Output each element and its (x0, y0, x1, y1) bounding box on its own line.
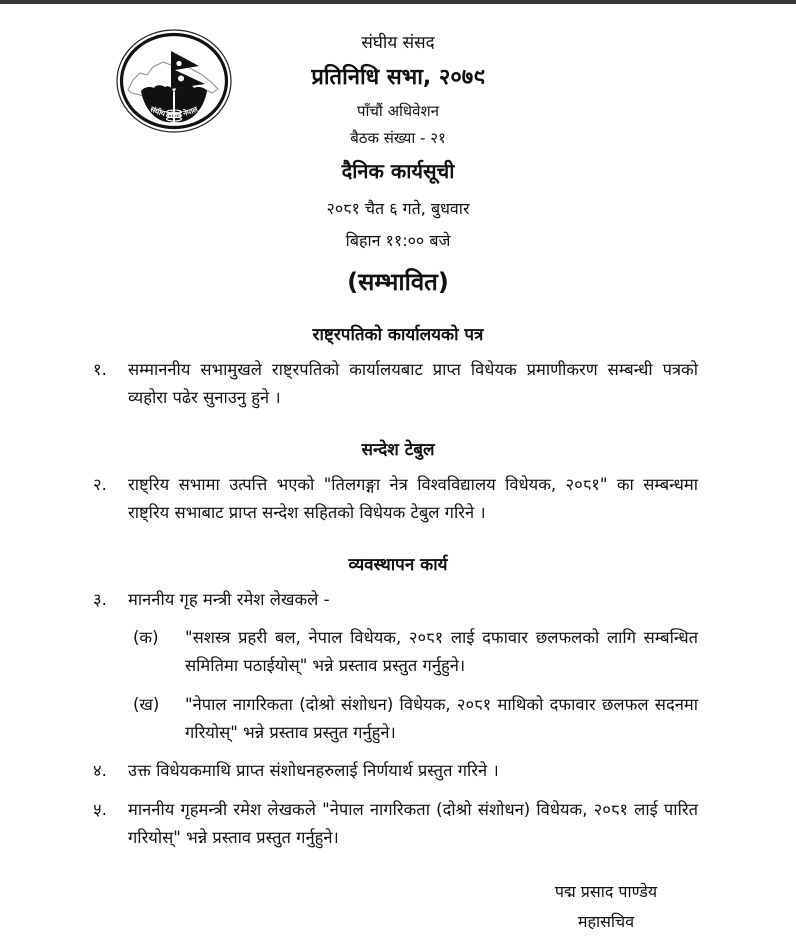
item-number: ३. (93, 586, 128, 614)
subitem-label: (ख) (133, 691, 185, 748)
agenda-item (93, 796, 698, 853)
emblem-caption: संघीय संसद नेपाल (148, 104, 200, 119)
subitem-text: "सशस्त्र प्रहरी बल, नेपाल विधेयक, २०८१ लाई दफावार छलफलको लागि सम्बन्धित समितिमा पठाईयोस्" भन्ने प्रस्ताव प्रस्तुत गर्नुहुने। (185, 624, 698, 681)
flag-moon-icon (176, 61, 181, 66)
parliament-emblem (114, 28, 234, 138)
agenda-subitem (133, 624, 698, 681)
section-heading-message-table: सन्देश टेबुल (0, 437, 796, 460)
document-title: दैनिक कार्यसूची (0, 157, 796, 184)
session-label: पाँचौं अधिवेशन (0, 101, 796, 121)
signature-block (486, 877, 726, 937)
flag-sun-icon (178, 76, 184, 82)
agenda-item (93, 356, 698, 413)
meeting-time: बिहान ११:०० बजे (0, 229, 796, 251)
meeting-number: बैठक संख्या - २१ (0, 128, 796, 148)
item-number: १. (93, 356, 128, 413)
item-number: ४. (93, 757, 128, 785)
item-number: ५. (93, 796, 128, 853)
item-text: माननीय गृह मन्त्री रमेश लेखकले - (128, 586, 698, 614)
subitem-text: "नेपाल नागरिकता (दोश्रो संशोधन) विधेयक, २०८१ माथिको दफावार छलफल सदनमा गरियोस्" भन्ने प्रस्ताव प्रस्तुत गर्नुहुने। (185, 691, 698, 748)
item-text: माननीय गृहमन्त्री रमेश लेखकले "नेपाल नागरिकता (दोश्रो संशोधन) विधेयक, २०८१ लाई पारित गरियोस्" भन्ने प्रस्ताव प्रस्तुत गर्नुहुने। (128, 796, 698, 853)
item-text: राष्ट्रिय सभामा उत्पत्ति भएको "तिलगङ्गा नेत्र विश्वविद्यालय विधेयक, २०८१" का सम्बन्धमा राष्ट्रिय सभाबाट प्राप्त सन्देश सहितको विधेयक टेबुल गरिने । (128, 471, 698, 528)
signatory-name: पद्म प्रसाद पाण्डेय (486, 877, 726, 907)
signatory-title: महासचिव (486, 907, 726, 937)
tentative-label: (सम्भावित) (0, 265, 796, 298)
section-heading-president-office-letter: राष्ट्रपतिको कार्यालयको पत्र (0, 322, 796, 345)
subitem-label: (क) (133, 624, 185, 681)
section-heading-legislative-business: व्यवस्थापन कार्य (0, 552, 796, 575)
agenda-item (93, 586, 698, 614)
item-number: २. (93, 471, 128, 528)
item-text: सम्माननीय सभामुखले राष्ट्रपतिको कार्यालयबाट प्राप्त विधेयक प्रमाणीकरण सम्बन्धी पत्रको व्यहोरा पढेर सुनाउनु हुने । (128, 356, 698, 413)
org-name: संघीय संसद (0, 30, 796, 53)
agenda-subitem (133, 691, 698, 748)
agenda-item (93, 471, 698, 528)
meeting-date: २०८१ चैत ६ गते, बुधवार (0, 197, 796, 219)
agenda-item (93, 757, 698, 785)
item-text: उक्त विधेयकमाथि प्राप्त संशोधनहरुलाई निर्णयार्थ प्रस्तुत गरिने । (128, 757, 698, 785)
house-title: प्रतिनिधि सभा, २०७९ (0, 61, 796, 91)
